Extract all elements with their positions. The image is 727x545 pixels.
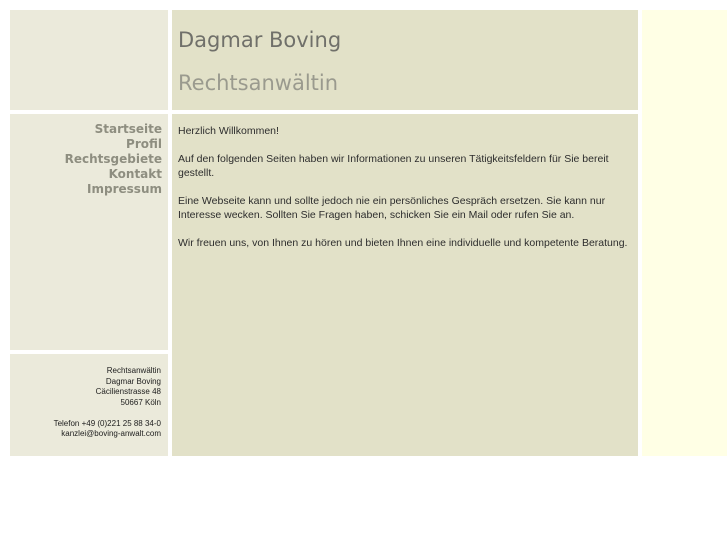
contact-info bbox=[10, 354, 168, 456]
contact-phone: Telefon +49 (0)221 25 88 34-0 bbox=[53, 418, 161, 428]
nav-item-profil[interactable]: Profil bbox=[126, 137, 162, 151]
layout-table bbox=[10, 10, 727, 456]
sidebar-nav bbox=[10, 114, 168, 350]
nav-item-rechtsgebiete[interactable]: Rechtsgebiete bbox=[64, 152, 162, 166]
contact-name: Dagmar Boving bbox=[105, 376, 161, 386]
site-subtitle: Rechtsanwältin bbox=[178, 71, 339, 95]
nav-item-impressum[interactable]: Impressum bbox=[87, 182, 162, 196]
site-title: Dagmar Boving bbox=[178, 28, 342, 52]
welcome-heading: Herzlich Willkommen! bbox=[178, 125, 279, 137]
contact-city: 50667 Köln bbox=[120, 397, 161, 407]
top-left-spacer-cell bbox=[10, 10, 168, 110]
nav-item-kontakt[interactable]: Kontakt bbox=[108, 167, 162, 181]
contact-email: kanzlei@boving-anwalt.com bbox=[61, 429, 161, 438]
contact-spacer bbox=[10, 408, 161, 419]
contact-street: Cäcilienstrasse 48 bbox=[95, 387, 161, 396]
nav-item-startseite[interactable]: Startseite bbox=[94, 122, 162, 136]
right-filler-column bbox=[642, 10, 727, 456]
website-note-paragraph: Eine Webseite kann und sollte jedoch nie ein persönliches Gespräch ersetzen. Sie kann nur Interesse wecken. Sollten Sie Fragen haben, schicken Sie ein Mail oder rufen Sie an. bbox=[178, 195, 606, 221]
closing-paragraph: Wir freuen uns, von Ihnen zu hören und bieten Ihnen eine individuelle und kompetente Beratung. bbox=[178, 237, 628, 249]
main-content bbox=[172, 114, 638, 456]
contact-role: Rechtsanwältin bbox=[106, 366, 161, 375]
header bbox=[172, 10, 638, 110]
intro-paragraph: Auf den folgenden Seiten haben wir Informationen zu unseren Tätigkeitsfeldern für Sie bereit gestellt. bbox=[178, 153, 609, 179]
